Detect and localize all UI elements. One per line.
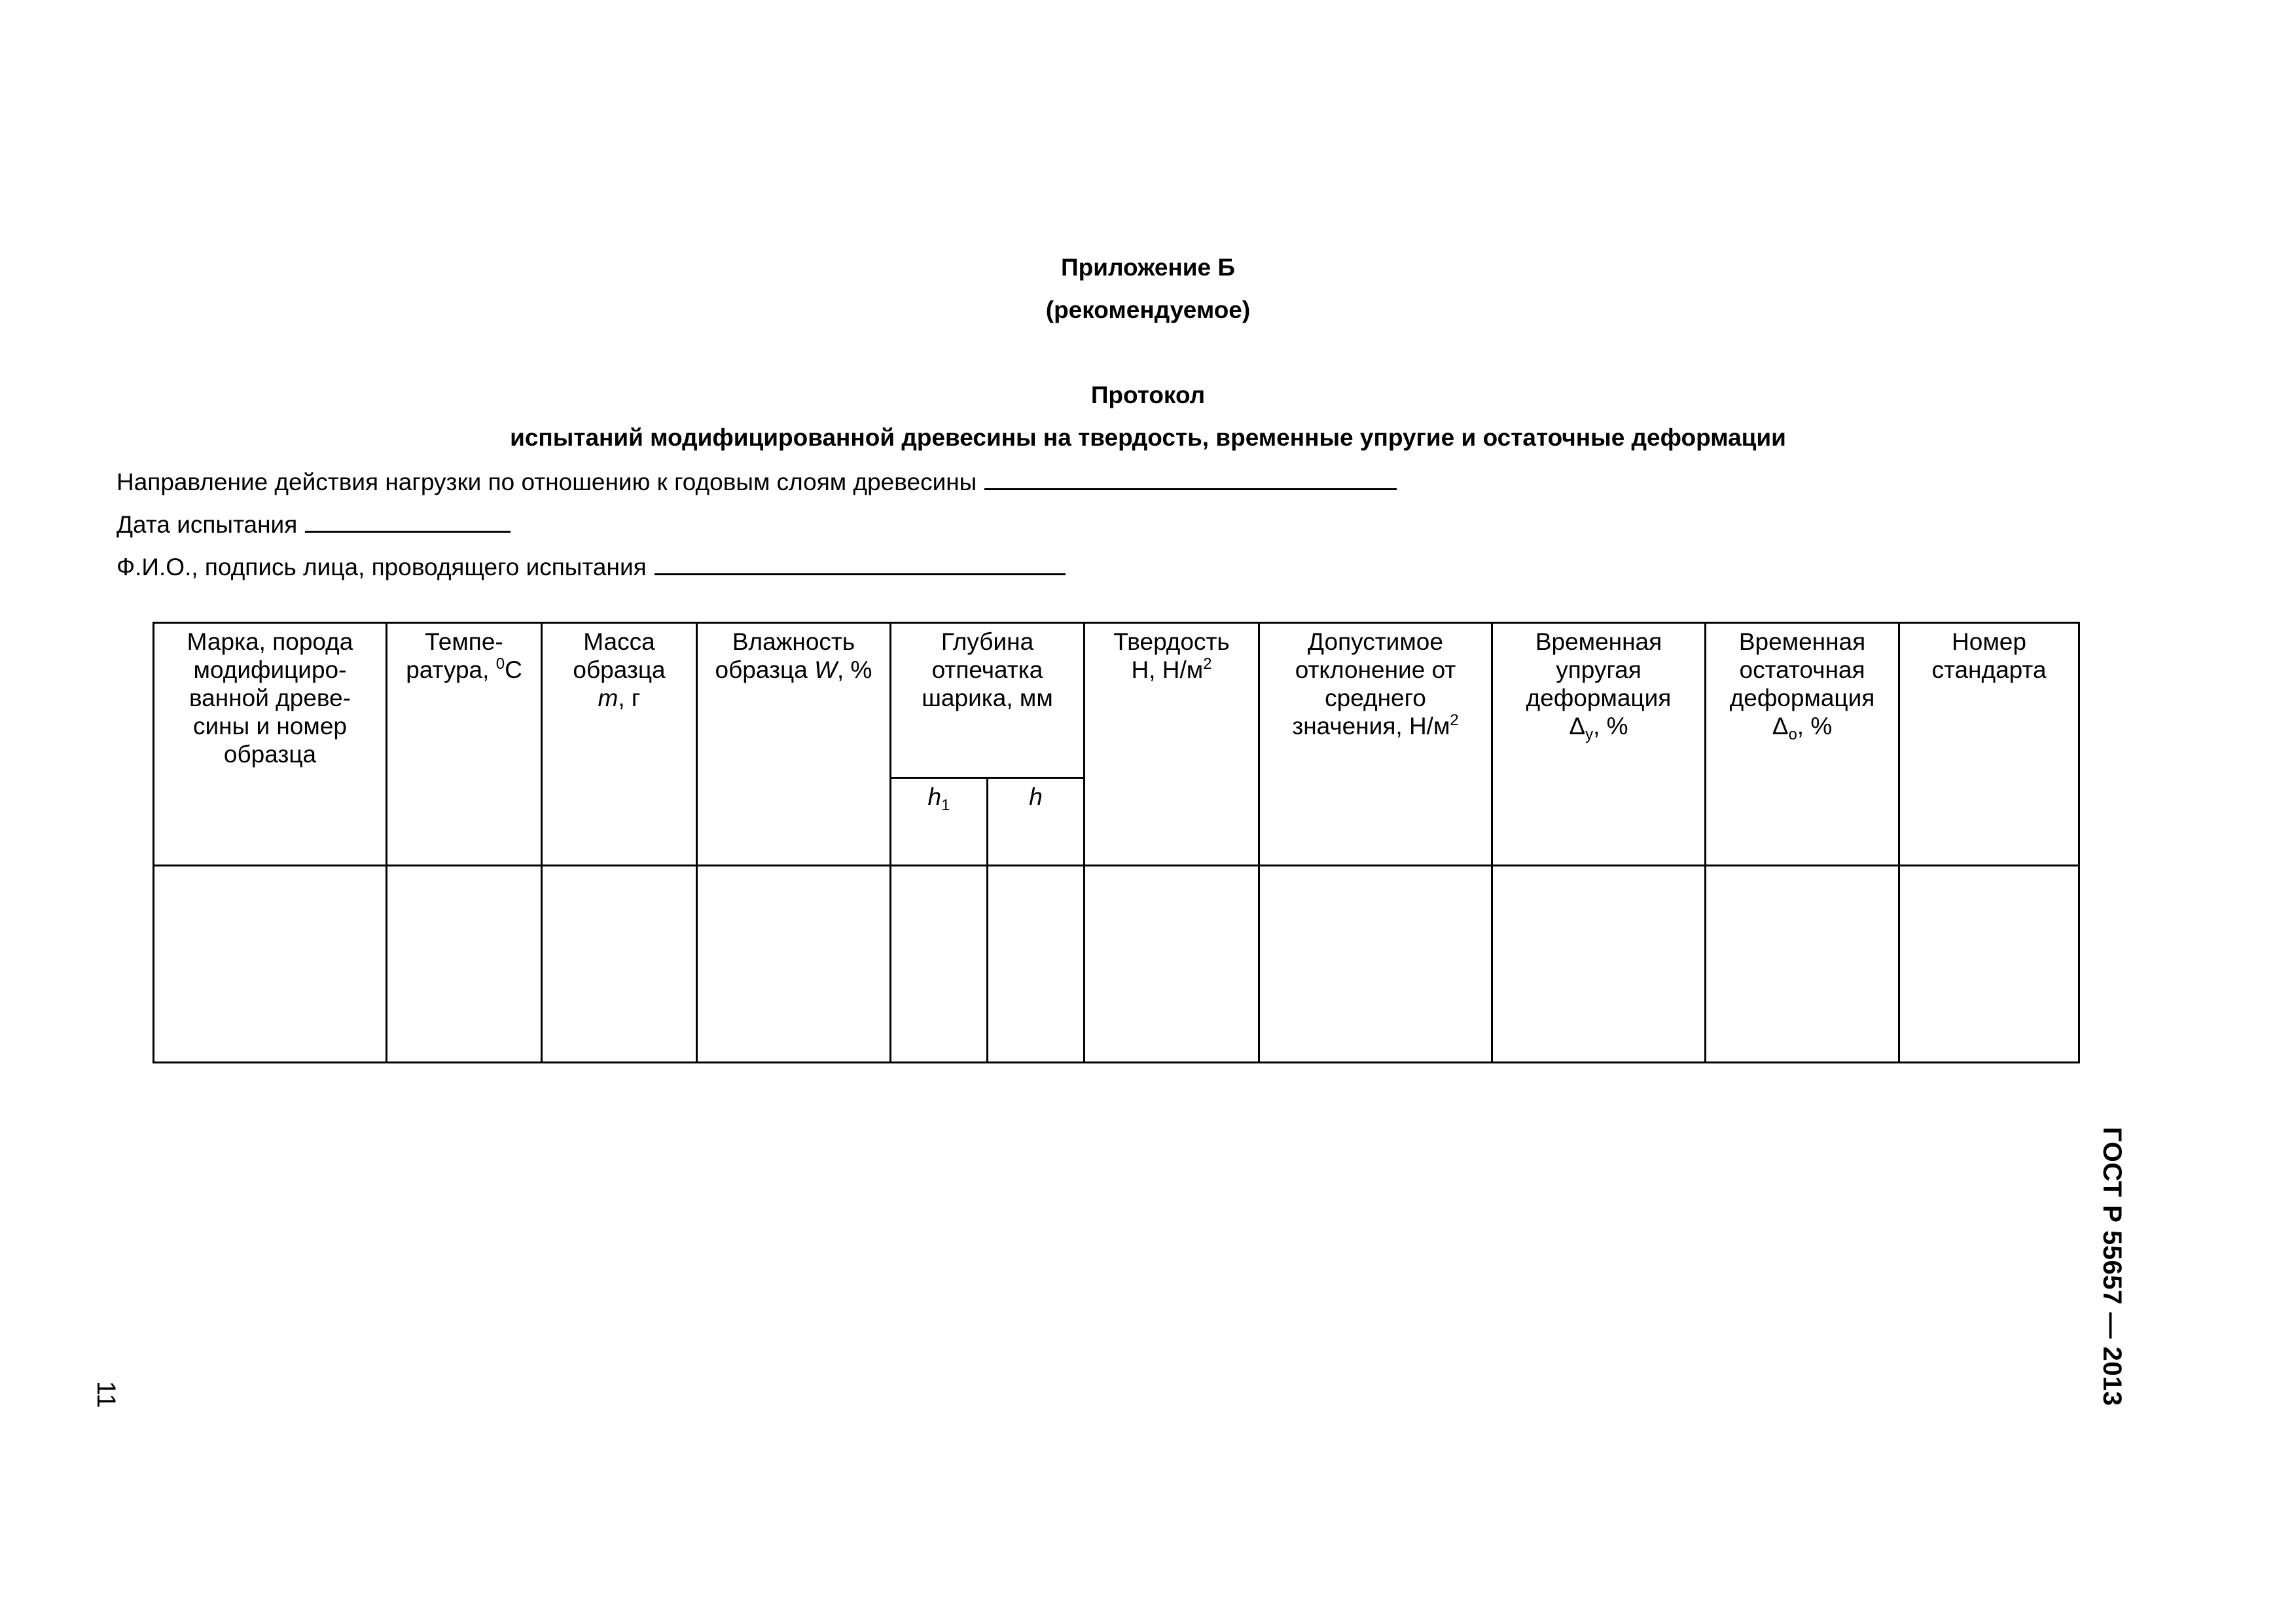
load-direction-label: Направление действия нагрузки по отношению к годовым слоям древесины xyxy=(117,469,977,495)
cell-deviation[interactable] xyxy=(1259,866,1492,1063)
protocol-table xyxy=(152,622,2080,1063)
test-date-blank[interactable] xyxy=(305,511,511,533)
header-depth-h1: $h_1$ xyxy=(891,778,988,866)
tester-signature-blank[interactable] xyxy=(655,554,1066,575)
header-deviation: Допустимое отклонение от среднего значения, $Н/м^2$ xyxy=(1259,623,1492,866)
cell-residual-deformation[interactable] xyxy=(1706,866,1899,1063)
load-direction-blank[interactable] xyxy=(984,469,1397,490)
header-moisture: Влажность образца W, % xyxy=(697,623,891,866)
header-standard-number: Номер стандарта xyxy=(1899,623,2079,866)
header-temperature: Темпе- ратура, $^0$С xyxy=(387,623,542,866)
table-header-row xyxy=(154,623,2079,778)
protocol-title: Протокол xyxy=(1090,382,1206,408)
cell-hardness[interactable] xyxy=(1085,866,1259,1063)
cell-standard-number[interactable] xyxy=(1899,866,2079,1063)
test-date-label: Дата испытания xyxy=(117,511,298,538)
standard-code: ГОСТ Р 55657 — 2013 xyxy=(2098,1127,2126,1406)
header-hardness: Твердость Н, $Н/м^2$ xyxy=(1085,623,1259,866)
appendix-title: Приложение Б xyxy=(1061,254,1235,281)
header-grade: Марка, порода модифициро- ванной древе- сины и номер образца xyxy=(154,623,387,866)
tester-signature-label: Ф.И.О., подпись лица, проводящего испытания xyxy=(117,554,647,580)
header-depth: Глубина отпечатка шарика, мм xyxy=(891,623,1085,778)
header-residual-deformation: Временная остаточная деформация $\Delta_о$, % xyxy=(1706,623,1899,866)
header-elastic-deformation: Временная упругая деформация $\Delta_у$, % xyxy=(1492,623,1706,866)
load-direction-field xyxy=(117,469,1397,494)
header-mass: Масса образца m, г xyxy=(542,623,697,866)
cell-grade[interactable] xyxy=(154,866,387,1063)
cell-temperature[interactable] xyxy=(387,866,542,1063)
cell-moisture[interactable] xyxy=(697,866,891,1063)
page-number: 11 xyxy=(92,1381,120,1408)
test-date-field xyxy=(117,511,511,537)
cell-elastic-deformation[interactable] xyxy=(1492,866,1706,1063)
table-row xyxy=(154,866,2079,1063)
cell-mass[interactable] xyxy=(542,866,697,1063)
protocol-subtitle: испытаний модифицированной древесины на твердость, временные упругие и остаточные деформации xyxy=(510,424,1786,451)
appendix-status: (рекомендуемое) xyxy=(1045,296,1251,323)
cell-depth-h[interactable] xyxy=(988,866,1085,1063)
tester-signature-field xyxy=(117,554,1066,579)
cell-depth-h1[interactable] xyxy=(891,866,988,1063)
header-depth-h: h xyxy=(988,778,1085,866)
